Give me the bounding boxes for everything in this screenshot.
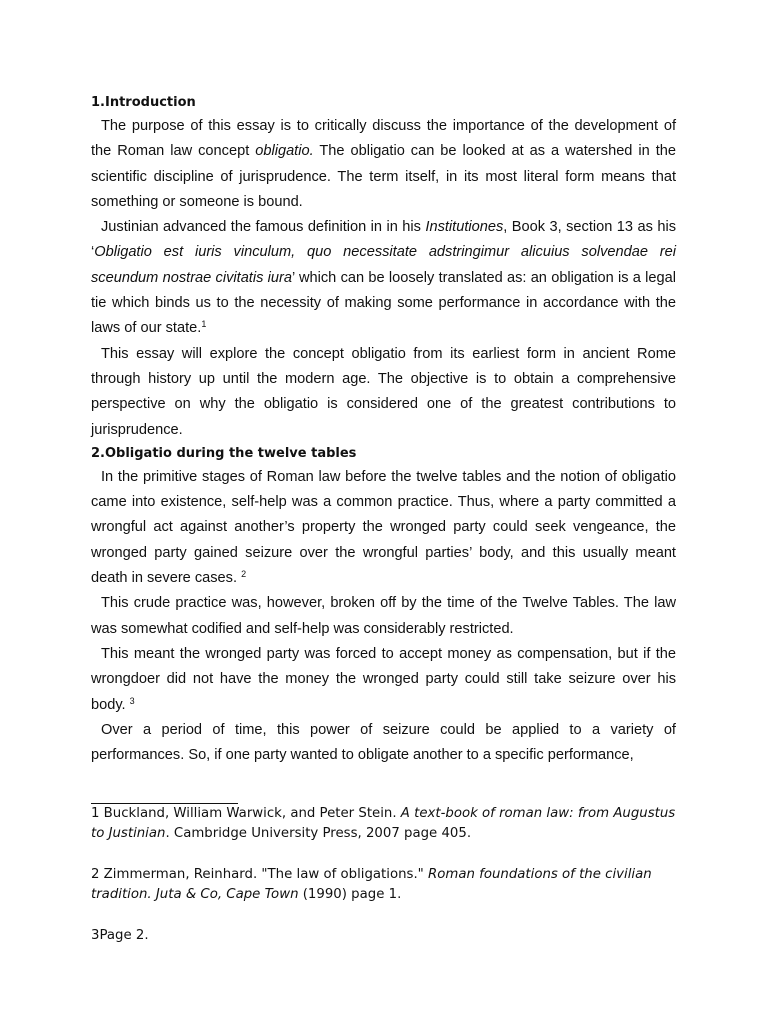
- italic-term: obligatio.: [255, 143, 314, 160]
- italic-title: Roman foundations of the civilian tradition. Juta & Co, Cape Town: [91, 867, 652, 902]
- text-run: The obligatio can be looked at as a watershed in the scientific discipline of jurisprudence. The term itself, in its most literal form means that something or someone is bound.: [91, 143, 677, 210]
- text-run: 1 Buckland, William Warwick, and Peter Stein.: [91, 806, 401, 821]
- text-run: In the primitive stages of Roman law before the twelve tables and the notion of obligatio came into existence, self-help was a common practice. Thus, where a party committed a wrongful act against another’s property the wronged party could seek vengeance, the wronged party gained seizure over the wrongful parties’ body, and this usually meant death in severe cases.: [91, 468, 676, 587]
- paragraph-compensation: [91, 642, 676, 718]
- italic-title: Institutiones: [425, 219, 504, 236]
- footnote-1: [91, 804, 676, 843]
- text-run: This meant the wronged party was forced to accept money as compensation, but if the wrongdoer did not have the money the wronged party could still take seizure over his body.: [91, 645, 676, 713]
- text-run: (1990) page 1.: [298, 886, 402, 902]
- text-run: The purpose of this essay is to critically discuss the importance of the development of the Roman law concept: [91, 118, 676, 160]
- paragraph-essay-scope: This essay will explore the concept obligatio from its earliest form in ancient Rome through history up until the modern age. The objective is to obtain a comprehensive perspective on why the obligatio is considered one of the greatest contributions to jurisprudence.: [91, 345, 676, 438]
- text-run: . Cambridge University Press, 2007 page 405.: [165, 825, 472, 841]
- document-body: [91, 92, 676, 768]
- section-heading-introduction: 1.Introduction: [91, 95, 196, 110]
- paragraph-crude-practice: This crude practice was, however, broken off by the time of the Twelve Tables. The law was somewhat codified and self-help was considerably restricted.: [91, 595, 676, 637]
- text-run: , Book 3, section 13 as his ‘: [91, 219, 677, 261]
- footnote-ref-1: 1: [201, 319, 207, 330]
- footnotes: [91, 804, 676, 959]
- text-run: Justinian advanced the famous definition in in his: [101, 219, 426, 236]
- footnote-2: [91, 865, 676, 904]
- paragraph-primitive-stages: [91, 465, 676, 591]
- text-run: ’ which can be loosely translated as: an obligation is a legal tie which binds us to the necessity of making some performance in accordance with the laws of our state.: [91, 269, 676, 337]
- footnote-ref-3: 3: [129, 695, 135, 706]
- italic-title: A text-book of roman law: from Augustus to Justinian: [91, 806, 676, 841]
- paragraph-justinian: [91, 215, 676, 341]
- paragraph-purpose: [91, 114, 676, 215]
- footnote-ref-2: 2: [241, 569, 247, 580]
- section-heading-twelve-tables: 2.Obligatio during the twelve tables: [91, 445, 357, 461]
- paragraph-seizure: Over a period of time, this power of seizure could be applied to a variety of performances. So, if one party wanted to obligate another to a specific performance,: [91, 721, 676, 764]
- text-run: 2 Zimmerman, Reinhard. "The law of obligations.": [91, 867, 429, 882]
- footnote-3: 3Page 2.: [91, 928, 149, 943]
- latin-quote: Obligatio est iuris vinculum, quo necessitate adstringimur alicuius solvendae rei sceundum nostrae civitatis iura: [91, 244, 676, 286]
